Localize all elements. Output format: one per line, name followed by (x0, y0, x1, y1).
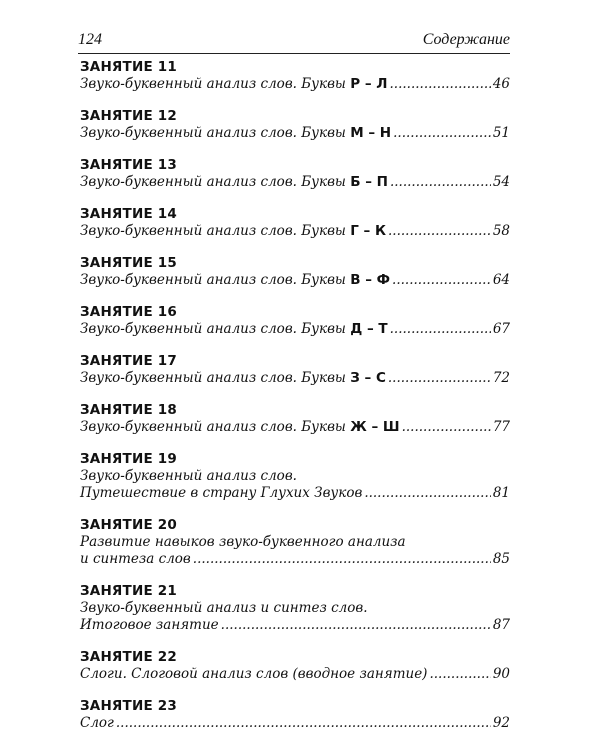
lesson-title (80, 174, 388, 191)
lesson-heading: ЗАНЯТИЕ 22 (80, 649, 177, 665)
lesson-title (80, 715, 114, 732)
header-rule (78, 53, 510, 54)
dot-leader (116, 715, 491, 732)
lesson-title-text: Путешествие в страну Глухих Звуков (80, 485, 363, 501)
lesson-title (80, 617, 219, 634)
lesson-heading: ЗАНЯТИЕ 14 (80, 206, 177, 222)
lesson-heading: ЗАНЯТИЕ 21 (80, 583, 177, 599)
toc-page-number: 58 (492, 223, 510, 239)
lesson-heading: ЗАНЯТИЕ 17 (80, 353, 177, 369)
toc-row (80, 666, 510, 683)
dot-leader (193, 551, 491, 568)
lesson-title (80, 551, 191, 568)
lesson-title-line: Развитие навыков звуко-буквенного анализа (80, 534, 406, 550)
lesson-title (80, 370, 386, 387)
lesson-heading: ЗАНЯТИЕ 23 (80, 698, 177, 714)
dot-leader (389, 76, 490, 93)
lesson-title-line: Звуко-буквенный анализ слов. (80, 468, 297, 484)
lesson-heading: ЗАНЯТИЕ 15 (80, 255, 177, 271)
lesson-title (80, 666, 427, 683)
toc-row (80, 272, 510, 289)
letter-pair: Д – Т (350, 321, 388, 337)
lesson-heading: ЗАНЯТИЕ 19 (80, 451, 177, 467)
toc-row (80, 76, 510, 93)
lesson-title (80, 76, 387, 93)
toc-row (80, 174, 510, 191)
lesson-heading: ЗАНЯТИЕ 18 (80, 402, 177, 418)
letter-pair: В – Ф (350, 272, 391, 288)
lesson-heading: ЗАНЯТИЕ 12 (80, 108, 177, 124)
toc-entry (80, 649, 510, 698)
toc-entry (80, 157, 510, 206)
dot-leader (392, 272, 491, 289)
toc-entry (80, 698, 510, 747)
toc-entry (80, 353, 510, 402)
lesson-title-text: Звуко-буквенный анализ слов. Буквы (80, 272, 351, 288)
lesson-title-text: Звуко-буквенный анализ слов. Буквы (80, 125, 351, 141)
toc-page-number: 72 (492, 370, 510, 386)
letter-pair: Р – Л (350, 76, 388, 92)
lesson-title-text: и синтеза слов (80, 551, 191, 567)
toc-page-number: 81 (492, 485, 510, 501)
toc-row (80, 419, 510, 436)
table-of-contents (80, 59, 510, 747)
toc-row (80, 715, 510, 732)
lesson-title-text: Звуко-буквенный анализ слов. Буквы (80, 223, 351, 239)
dot-leader (390, 174, 491, 191)
toc-row (80, 321, 510, 338)
toc-page-number: 51 (492, 125, 510, 141)
toc-page-number: 46 (492, 76, 510, 92)
running-title: Содержание (422, 31, 510, 48)
dot-leader (390, 321, 491, 338)
lesson-heading: ЗАНЯТИЕ 13 (80, 157, 177, 173)
toc-entry (80, 206, 510, 255)
toc-entry (80, 304, 510, 353)
toc-row (80, 370, 510, 387)
lesson-title (80, 223, 386, 240)
toc-page-number: 64 (492, 272, 510, 288)
toc-row (80, 617, 510, 634)
toc-row (80, 125, 510, 142)
dot-leader (388, 223, 491, 240)
dot-leader (393, 125, 491, 142)
letter-pair: З – С (350, 370, 386, 386)
toc-page-number: 67 (492, 321, 510, 337)
toc-row (80, 551, 510, 568)
lesson-title-text: Слог (80, 715, 114, 731)
lesson-title (80, 272, 390, 289)
lesson-heading: ЗАНЯТИЕ 16 (80, 304, 177, 320)
lesson-title-text: Звуко-буквенный анализ слов. Буквы (80, 76, 351, 92)
lesson-title (80, 419, 400, 436)
dot-leader (388, 370, 491, 387)
lesson-title (80, 125, 391, 142)
toc-entry (80, 402, 510, 451)
toc-page-number: 90 (492, 666, 510, 682)
page-number: 124 (78, 31, 102, 48)
toc-entry (80, 517, 510, 583)
letter-pair: Б – П (350, 174, 388, 190)
toc-row (80, 223, 510, 240)
toc-row (80, 485, 510, 502)
letter-pair: М – Н (350, 125, 392, 141)
lesson-heading: ЗАНЯТИЕ 20 (80, 517, 177, 533)
lesson-heading: ЗАНЯТИЕ 11 (80, 59, 177, 75)
lesson-title (80, 485, 362, 502)
toc-page-number: 92 (492, 715, 510, 731)
dot-leader (221, 617, 491, 634)
lesson-title-line: Звуко-буквенный анализ и синтез слов. (80, 600, 368, 616)
dot-leader (429, 666, 490, 683)
toc-entry (80, 108, 510, 157)
toc-entry (80, 255, 510, 304)
lesson-title-text: Звуко-буквенный анализ слов. Буквы (80, 370, 351, 386)
lesson-title-text: Итоговое занятие (80, 617, 219, 633)
lesson-title-text: Звуко-буквенный анализ слов. Буквы (80, 419, 351, 435)
dot-leader (364, 485, 491, 502)
toc-page-number: 87 (492, 617, 510, 633)
letter-pair: Г – К (350, 223, 387, 239)
lesson-title-text: Звуко-буквенный анализ слов. Буквы (80, 174, 351, 190)
lesson-title (80, 321, 388, 338)
page-header (78, 31, 510, 55)
toc-entry (80, 451, 510, 517)
dot-leader (402, 419, 491, 436)
letter-pair: Ж – Ш (350, 419, 400, 435)
toc-page-number: 77 (492, 419, 510, 435)
lesson-title-text: Слоги. Слоговой анализ слов (вводное занятие) (80, 666, 428, 682)
toc-page-number: 54 (492, 174, 510, 190)
toc-page-number: 85 (492, 551, 510, 567)
toc-entry (80, 583, 510, 649)
lesson-title-text: Звуко-буквенный анализ слов. Буквы (80, 321, 351, 337)
toc-entry (80, 59, 510, 108)
